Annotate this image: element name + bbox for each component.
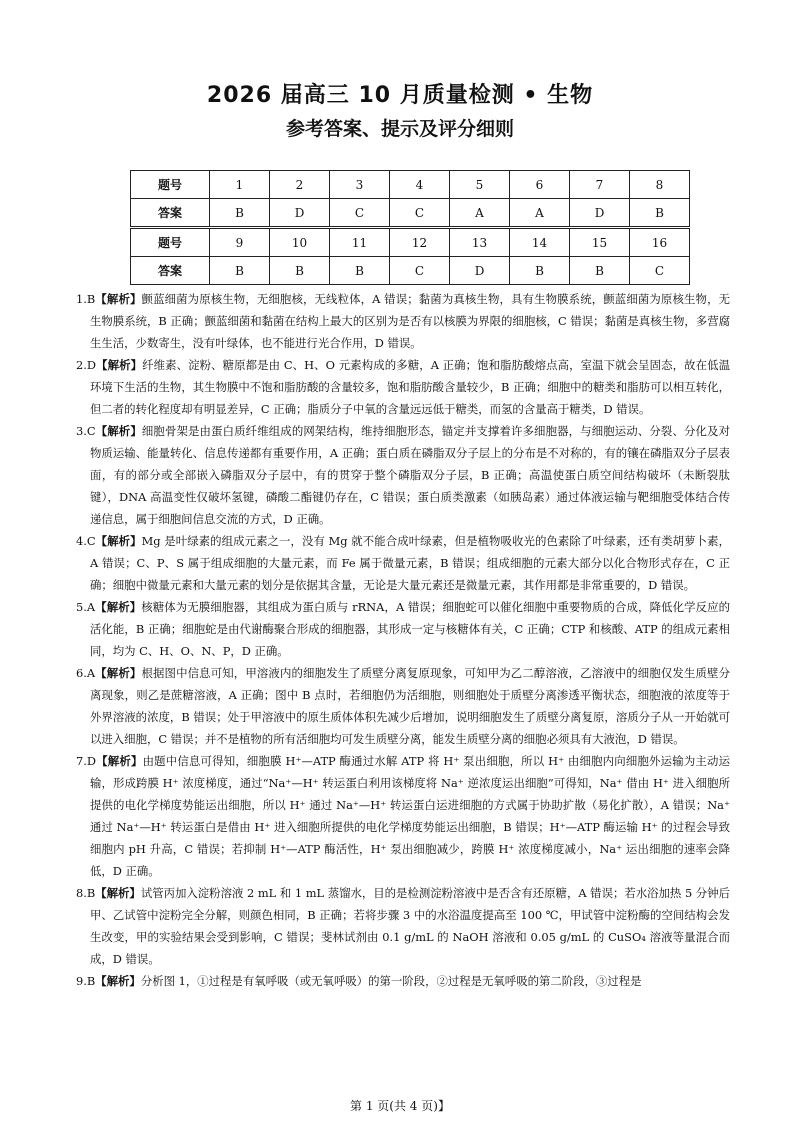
analysis-tag: 【解析】: [96, 358, 143, 372]
explanation-text: 颤蓝细菌为原核生物，无细胞核，无线粒体，A 错误；黏菌为真核生物，具有生物膜系统，颤蓝细菌为原核生物，无生物膜系统，B 正确；颤蓝细菌和黏菌在结构上最大的区别为是否有以核膜为界限的细胞核，C 错误；黏菌是真核生物，多营腐生生活，少数寄生，没有叶绿体，也不能进行光合作用，D 错误。: [90, 292, 730, 350]
answer-cell: C: [390, 199, 450, 228]
explanation-2: [76, 354, 730, 420]
question-number: 4: [390, 171, 450, 199]
answer-cell: D: [270, 199, 330, 228]
answer-cell: C: [390, 257, 450, 285]
answer-cell: B: [510, 257, 570, 285]
answer-cell: B: [270, 257, 330, 285]
explanation-4: [76, 530, 730, 596]
answer-cell: A: [510, 199, 570, 228]
explanation-text: 分析图 1，①过程是有氧呼吸（或无氧呼吸）的第一阶段，②过程是无氧呼吸的第二阶段，③过程是: [140, 974, 642, 988]
question-number: 1: [210, 171, 270, 199]
row-label: 答案: [131, 199, 210, 228]
answer-cell: C: [330, 199, 390, 228]
question-label: 2.D: [76, 358, 97, 372]
explanation-1: [76, 288, 730, 354]
explanation-text: 试管丙加入淀粉溶液 2 mL 和 1 mL 蒸馏水，目的是检测淀粉溶液中是否含有还原糖，A 错误；若水浴加热 5 分钟后甲、乙试管中淀粉完全分解，则颜色相同，B 正确；若将步骤 3 中的水浴温度提高至 100 ℃，甲试管中淀粉酶的空间结构会发生改变，甲的实验结果会受到影响，C 错误；斐林试剂由 0.1 g/mL 的 NaOH 溶液和 0.05 g/mL 的 CuSO₄ 溶液等量混合而成，D 错误。: [90, 886, 730, 966]
analysis-tag: 【解析】: [96, 754, 143, 768]
analysis-tag: 【解析】: [95, 886, 141, 900]
explanation-text: 细胞骨架是由蛋白质纤维组成的网架结构，维持细胞形态，锚定并支撑着许多细胞器，与细胞运动、分裂、分化及对物质运输、能量转化、信息传递都有重要作用，A 正确；蛋白质在磷脂双分子层上的分布是不对称的，有的镶在磷脂双分子层表面，有的部分或全部嵌入磷脂双分子层中，有的贯穿于整个磷脂双分子层，B 正确；高温使蛋白质空间结构破坏（未断裂肽键），DNA 高温变性仅破坏氢键，磷酸二酯键仍存在，C 错误；蛋白质类激素（如胰岛素）通过体液运输与靶细胞受体结合传递信息，属于细胞间信息交流的方式，D 正确。: [90, 424, 730, 526]
question-label: 8.B: [76, 886, 96, 900]
question-number: 14: [510, 228, 570, 257]
question-number: 16: [630, 228, 690, 257]
table-row: [131, 257, 690, 285]
answer-cell: B: [330, 257, 390, 285]
question-label: 1.B: [76, 292, 96, 306]
page-title: 2026 届高三 10 月质量检测 • 生物: [206, 83, 594, 108]
question-number: 2: [270, 171, 330, 199]
answer-cell: B: [210, 257, 270, 285]
question-label: 3.C: [76, 424, 96, 438]
explanation-3: [76, 420, 730, 530]
explanations: [76, 288, 730, 992]
analysis-tag: 【解析】: [95, 424, 142, 438]
explanation-7: [76, 750, 730, 882]
answer-cell: B: [210, 199, 270, 228]
analysis-tag: 【解析】: [95, 600, 142, 614]
question-label: 7.D: [76, 754, 97, 768]
question-label: 6.A: [76, 666, 96, 680]
explanation-text: 核糖体为无膜细胞器，其组成为蛋白质与 rRNA，A 错误；细胞蛇可以催化细胞中重要物质的合成，降低化学反应的活化能，B 正确；细胞蛇是由代谢酶聚合形成的细胞器，其形成一定与核糖体有关，C 正确；CTP 和核酸、ATP 的组成元素相同，均为 C、H、O、N、P，D 正确。: [90, 600, 730, 658]
answer-cell: C: [630, 257, 690, 285]
answer-cell: D: [570, 199, 630, 228]
question-number: 7: [570, 171, 630, 199]
explanation-5: [76, 596, 730, 662]
analysis-tag: 【解析】: [95, 974, 141, 988]
answer-cell: B: [570, 257, 630, 285]
explanation-text: 纤维素、淀粉、糖原都是由 C、H、O 元素构成的多糖，A 正确；饱和脂肪酸熔点高，室温下就会呈固态，故在低温环境下生活的生物，其生物膜中不饱和脂肪酸的含量较多，饱和脂肪酸含量较少，B 正确；细胞中的糖类和脂肪可以相互转化，但二者的转化程度却有明显差异，C 正确；脂质分子中氧的含量远远低于糖类，而氢的含量高于糖类，D 错误。: [90, 358, 730, 416]
explanation-text: 由题中信息可得知，细胞膜 H⁺—ATP 酶通过水解 ATP 将 H⁺ 泵出细胞，所以 H⁺ 由细胞内向细胞外运输为主动运输，形成跨膜 H⁺ 浓度梯度，通过“Na⁺—H⁺ 转运蛋白利用该梯度将 Na⁺ 逆浓度运出细胞”可得知，Na⁺ 借由 H⁺ 进入细胞所提供的电化学梯度势能运出细胞，所以 H⁺ 通过 Na⁺—H⁺ 转运蛋白运进细胞的方式属于协助扩散（易化扩散），A 错误；Na⁺ 通过 Na⁺—H⁺ 转运蛋白是借由 H⁺ 进入细胞所提供的电化学梯度势能运出细胞，B 错误；H⁺—ATP 酶运输 H⁺ 的过程会导致细胞内 pH 升高，C 错误；若抑制 H⁺—ATP 酶活性，H⁺ 泵出细胞减少，跨膜 H⁺ 浓度梯度减小，Na⁺ 运出细胞的速率会降低，D 正确。: [90, 754, 730, 878]
question-number: 15: [570, 228, 630, 257]
analysis-tag: 【解析】: [95, 666, 142, 680]
question-label: 5.A: [76, 600, 96, 614]
explanation-6: [76, 662, 730, 750]
explanation-8: [76, 882, 730, 970]
explanation-text: 根据图中信息可知，甲溶液内的细胞发生了质壁分离复原现象，可知甲为乙二醇溶液，乙溶液中的细胞仅发生质壁分离现象，则乙是蔗糖溶液，A 正确；图中 B 点时，若细胞仍为活细胞，则细胞处于质壁分离渗透平衡状态，细胞液的浓度等于外界溶液的浓度，B 错误；处于甲溶液中的原生质体体积先减少后增加，说明细胞发生了质壁分离复原，溶质分子从一开始就可以进入细胞，C 错误；并不是植物的所有活细胞均可发生质壁分离，能发生质壁分离的细胞必须具有大液泡，D 错误。: [90, 666, 730, 746]
question-label: 4.C: [76, 534, 96, 548]
explanation-text: Mg 是叶绿素的组成元素之一，没有 Mg 就不能合成叶绿素，但是植物吸收光的色素除了叶绿素，还有类胡萝卜素，A 错误；C、P、S 属于组成细胞的大量元素，而 Fe 属于微量元素，B 错误；组成细胞的元素大部分以化合物形式存在，C 正确；细胞中微量元素和大量元素的划分是依据其含量，无论是大量元素还是微量元素，其作用都是非常重要的，D 错误。: [90, 534, 730, 592]
row-label: 题号: [131, 171, 210, 199]
answer-cell: A: [450, 199, 510, 228]
question-number: 8: [630, 171, 690, 199]
question-number: 6: [510, 171, 570, 199]
page-footer: 第 1 页(共 4 页)】: [350, 1099, 450, 1113]
table-row: [131, 228, 690, 257]
row-label: 答案: [131, 257, 210, 285]
explanation-9: [76, 970, 730, 992]
page-subtitle: 参考答案、提示及评分细则: [285, 118, 514, 140]
analysis-tag: 【解析】: [95, 292, 142, 306]
question-number: 12: [390, 228, 450, 257]
question-number: 10: [270, 228, 330, 257]
answer-table: [130, 170, 690, 285]
table-row: [131, 171, 690, 199]
question-label: 9.B: [76, 974, 96, 988]
answer-cell: D: [450, 257, 510, 285]
question-number: 11: [330, 228, 390, 257]
question-number: 5: [450, 171, 510, 199]
table-row: [131, 199, 690, 228]
question-number: 9: [210, 228, 270, 257]
row-label: 题号: [131, 228, 210, 257]
question-number: 3: [330, 171, 390, 199]
answer-cell: B: [630, 199, 690, 228]
question-number: 13: [450, 228, 510, 257]
analysis-tag: 【解析】: [95, 534, 142, 548]
